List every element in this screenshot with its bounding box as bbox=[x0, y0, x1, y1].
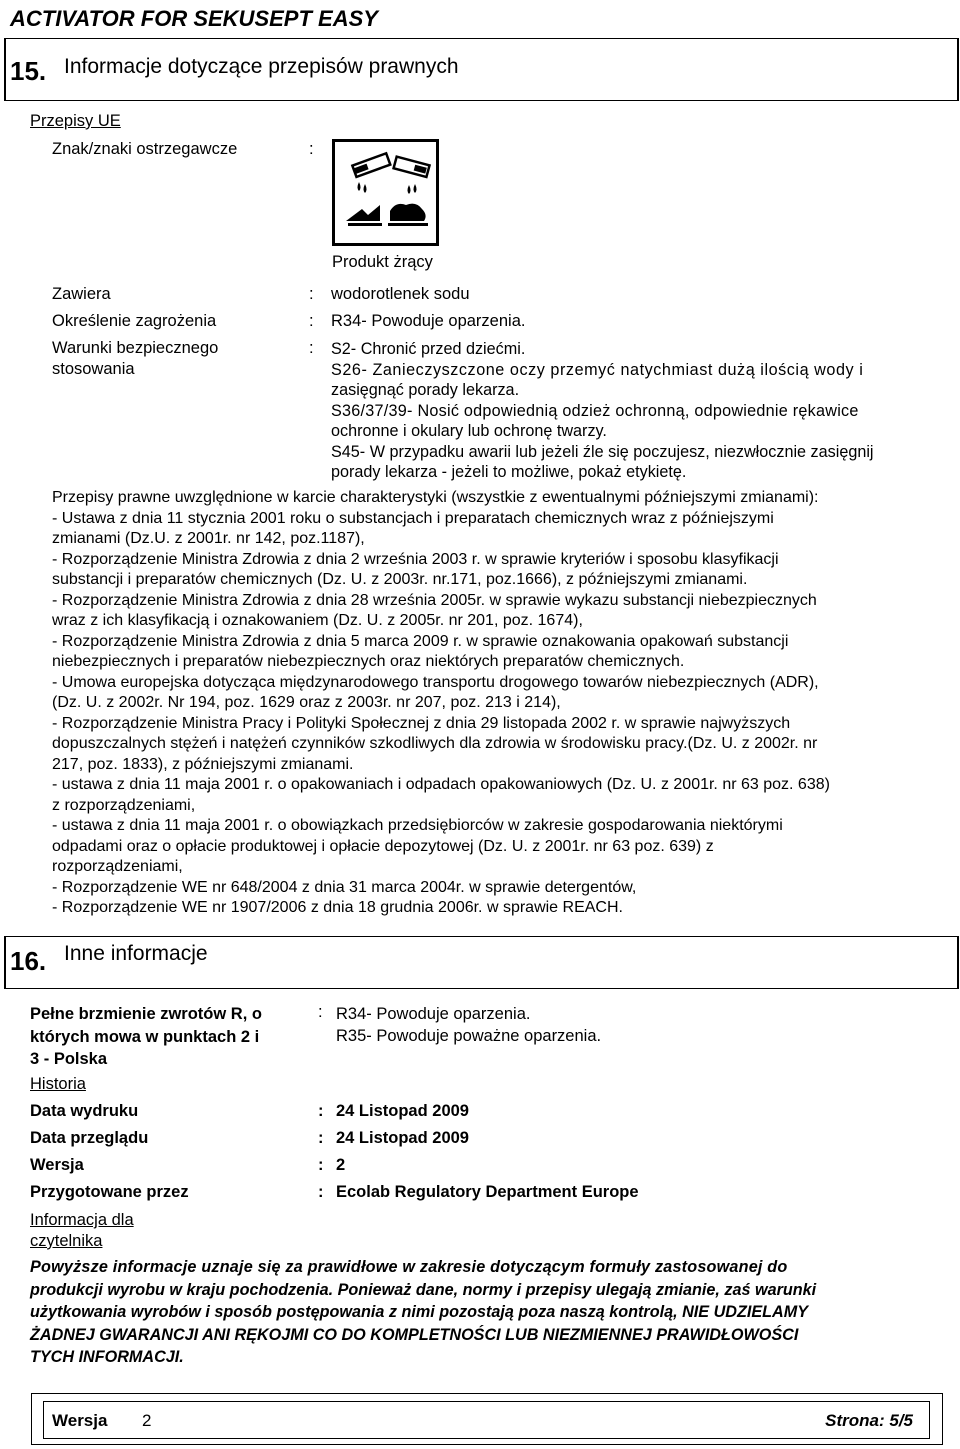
safety-line-text: S26- Zanieczyszczone oczy przemyć natychmiast dużą ilością wody i bbox=[331, 360, 864, 379]
colon: : bbox=[318, 1183, 324, 1201]
colon: : bbox=[309, 312, 314, 330]
section-15-header bbox=[4, 38, 959, 101]
disclaimer-line: TYCH INFORMACJI. bbox=[30, 1348, 184, 1366]
contains-value: wodorotlenek sodu bbox=[331, 285, 470, 303]
legal-line: zmianami (Dz.U. z 2001r. nr 142, poz.1187), bbox=[52, 530, 365, 547]
version-label: Wersja bbox=[30, 1156, 84, 1174]
legal-line: Przepisy prawne uwzględnione w karcie charakterystyki (wszystkie z ewentualnymi późniejszymi zmianami): bbox=[52, 489, 819, 506]
r-phrase: R35- Powoduje poważne oparzenia. bbox=[336, 1027, 602, 1045]
colon: : bbox=[309, 140, 314, 158]
symbol-caption: Produkt żrący bbox=[332, 253, 433, 271]
legal-line: niebezpiecznych i preparatów niebezpiecznych oraz niektórych preparatów chemicznych. bbox=[52, 653, 685, 670]
legal-line: - ustawa z dnia 11 maja 2001 r. o obowiązkach przedsiębiorców w zakresie gospodarowania niektórymi bbox=[52, 817, 783, 834]
legal-line: z rozporządzeniami, bbox=[52, 796, 196, 814]
safety-line: S2- Chronić przed dziećmi. bbox=[331, 340, 526, 358]
legal-line: 217, poz. 1833), z późniejszymi zmianami. bbox=[52, 755, 354, 773]
footer-version-label: Wersja bbox=[52, 1411, 108, 1430]
r-phrases-label-line: 3 - Polska bbox=[30, 1050, 108, 1068]
section-16-header bbox=[4, 936, 959, 989]
reader-info-heading-line: Informacja dla bbox=[30, 1211, 134, 1229]
legal-line: - Rozporządzenie Ministra Zdrowia z dnia 5 marca 2009 r. w sprawie oznakowania opakowań substancji bbox=[52, 632, 789, 650]
r-phrases-values bbox=[336, 1003, 601, 1047]
risk-label: Określenie zagrożenia bbox=[52, 312, 217, 330]
disclaimer-line: użytkowania wyrobów i sposób postępowania z nimi pozostają poza naszą kontrolą, NIE UDZIELAMY bbox=[30, 1303, 808, 1321]
safety-line: ochronne i okulary lub ochronę twarzy. bbox=[331, 422, 607, 440]
section-15-number: 15. bbox=[10, 56, 47, 86]
print-date-label: Data wydruku bbox=[30, 1102, 139, 1120]
risk-value: R34- Powoduje oparzenia. bbox=[331, 312, 526, 330]
safety-label: Warunki bezpiecznego bbox=[52, 339, 219, 357]
document-title: ACTIVATOR FOR SEKUSEPT EASY bbox=[10, 6, 378, 31]
safety-line: zasięgnąć porady lekarza. bbox=[331, 381, 520, 399]
colon: : bbox=[309, 339, 314, 357]
section-16-title: Inne informacje bbox=[64, 942, 208, 965]
r-phrases-label-line: których mowa w punktach 2 i bbox=[30, 1027, 260, 1046]
prepared-by-label: Przygotowane przez bbox=[30, 1183, 189, 1201]
legal-line: dopuszczalnych stężeń i natężeń czynników szkodliwych dla zdrowia w środowisku pracy.(Dz. U. z 2002r. nr bbox=[52, 735, 818, 752]
colon: : bbox=[318, 1102, 324, 1120]
section-15-title: Informacje dotyczące przepisów prawnych bbox=[64, 55, 459, 78]
hazard-symbols-label: Znak/znaki ostrzegawcze bbox=[52, 140, 238, 158]
disclaimer-line: produkcji wyrobu w kraju pochodzenia. Ponieważ dane, normy i przepisy ulegają zmianie, zaś warunki bbox=[30, 1280, 817, 1299]
footer-version-value: 2 bbox=[142, 1411, 152, 1430]
legal-line: - Rozporządzenie WE nr 648/2004 z dnia 31 marca 2004r. w sprawie detergentów, bbox=[52, 878, 637, 896]
contains-label: Zawiera bbox=[52, 285, 111, 303]
review-date-label: Data przeglądu bbox=[30, 1129, 149, 1147]
legal-line: - Umowa europejska dotycząca międzynarodowego transportu drogowego towarów niebezpiecznych (ADR), bbox=[52, 673, 819, 691]
legal-regulations bbox=[52, 488, 952, 919]
safety-phrases bbox=[331, 339, 952, 483]
colon: : bbox=[309, 285, 314, 303]
version-value: 2 bbox=[336, 1156, 346, 1174]
safety-line: S45- W przypadku awarii lub jeżeli źle się poczujesz, niezwłocznie zasięgnij bbox=[331, 442, 874, 461]
legal-line: - Ustawa z dnia 11 stycznia 2001 roku o substancjach i preparatach chemicznych wraz z późniejszymi bbox=[52, 509, 774, 527]
footer bbox=[43, 1401, 930, 1439]
colon: : bbox=[318, 1003, 323, 1021]
corrosive-hazard-icon bbox=[332, 139, 439, 246]
disclaimer-line: Powyższe informacje uznaje się za prawidłowe w zakresie dotyczącym formuły zastosowanej do bbox=[30, 1258, 788, 1276]
legal-line: odpadami oraz o opłacie produktowej i opłacie depozytowej (Dz. U. z 2001r. nr 63 poz. 639) z bbox=[52, 837, 714, 855]
legal-line: - Rozporządzenie WE nr 1907/2006 z dnia 18 grudnia 2006r. w sprawie REACH. bbox=[52, 899, 623, 916]
legal-line: rozporządzeniami, bbox=[52, 858, 183, 875]
review-date-value: 24 Listopad 2009 bbox=[336, 1129, 469, 1147]
colon: : bbox=[318, 1156, 324, 1174]
r-phrases-label bbox=[30, 1003, 262, 1071]
legal-line: - Rozporządzenie Ministra Zdrowia z dnia 28 września 2005r. w sprawie wykazu substancji niebezpiecznych bbox=[52, 591, 817, 609]
page-number: Strona: 5/5 bbox=[825, 1411, 913, 1430]
colon: : bbox=[318, 1129, 324, 1147]
print-date-value: 24 Listopad 2009 bbox=[336, 1102, 469, 1120]
section-16-number: 16. bbox=[10, 946, 47, 976]
r-phrases-label-line: Pełne brzmienie zwrotów R, o bbox=[30, 1005, 262, 1023]
legal-line: (Dz. U. z 2002r. Nr 194, poz. 1629 oraz z 2003r. nr 207, poz. 213 i 214), bbox=[52, 694, 561, 711]
eu-regulations-heading: Przepisy UE bbox=[30, 112, 121, 130]
reader-info-heading-line: czytelnika bbox=[30, 1232, 103, 1250]
r-phrase: R34- Powoduje oparzenia. bbox=[336, 1005, 531, 1023]
history-heading: Historia bbox=[30, 1075, 86, 1093]
legal-line: - Rozporządzenie Ministra Zdrowia z dnia 2 września 2003 r. w sprawie kryteriów i sposobu klasyfikacji bbox=[52, 550, 779, 568]
legal-line: - Rozporządzenie Ministra Pracy i Polityki Społecznej z dnia 29 listopada 2002 r. w sprawie najwyższych bbox=[52, 714, 791, 732]
safety-line: porady lekarza - jeżeli to możliwe, pokaż etykietę. bbox=[331, 463, 687, 481]
safety-label: stosowania bbox=[52, 360, 135, 378]
reader-info-heading bbox=[30, 1210, 134, 1252]
prepared-by-value: Ecolab Regulatory Department Europe bbox=[336, 1183, 639, 1201]
legal-line: substancji i preparatów chemicznych (Dz. U. z 2003r. nr.171, poz.1666), z późniejszymi zmianami. bbox=[52, 571, 748, 588]
legal-line: wraz z ich klasyfikacją i oznakowaniem (Dz. U. z 2005r. nr 201, poz. 1674), bbox=[52, 612, 583, 629]
safety-line bbox=[331, 360, 952, 381]
safety-line: S36/37/39- Nosić odpowiednią odzież ochronną, odpowiednie rękawice bbox=[331, 401, 859, 420]
disclaimer bbox=[30, 1256, 958, 1369]
legal-line: - ustawa z dnia 11 maja 2001 r. o opakowaniach i odpadach opakowaniowych (Dz. U. z 2001r. nr 63 poz. 638) bbox=[52, 776, 830, 793]
disclaimer-line: ŻADNEJ GWARANCJI ANI RĘKOJMI CO DO KOMPLETNOŚCI LUB NIEZMIENNEJ PRAWIDŁOWOŚCI bbox=[30, 1325, 799, 1344]
